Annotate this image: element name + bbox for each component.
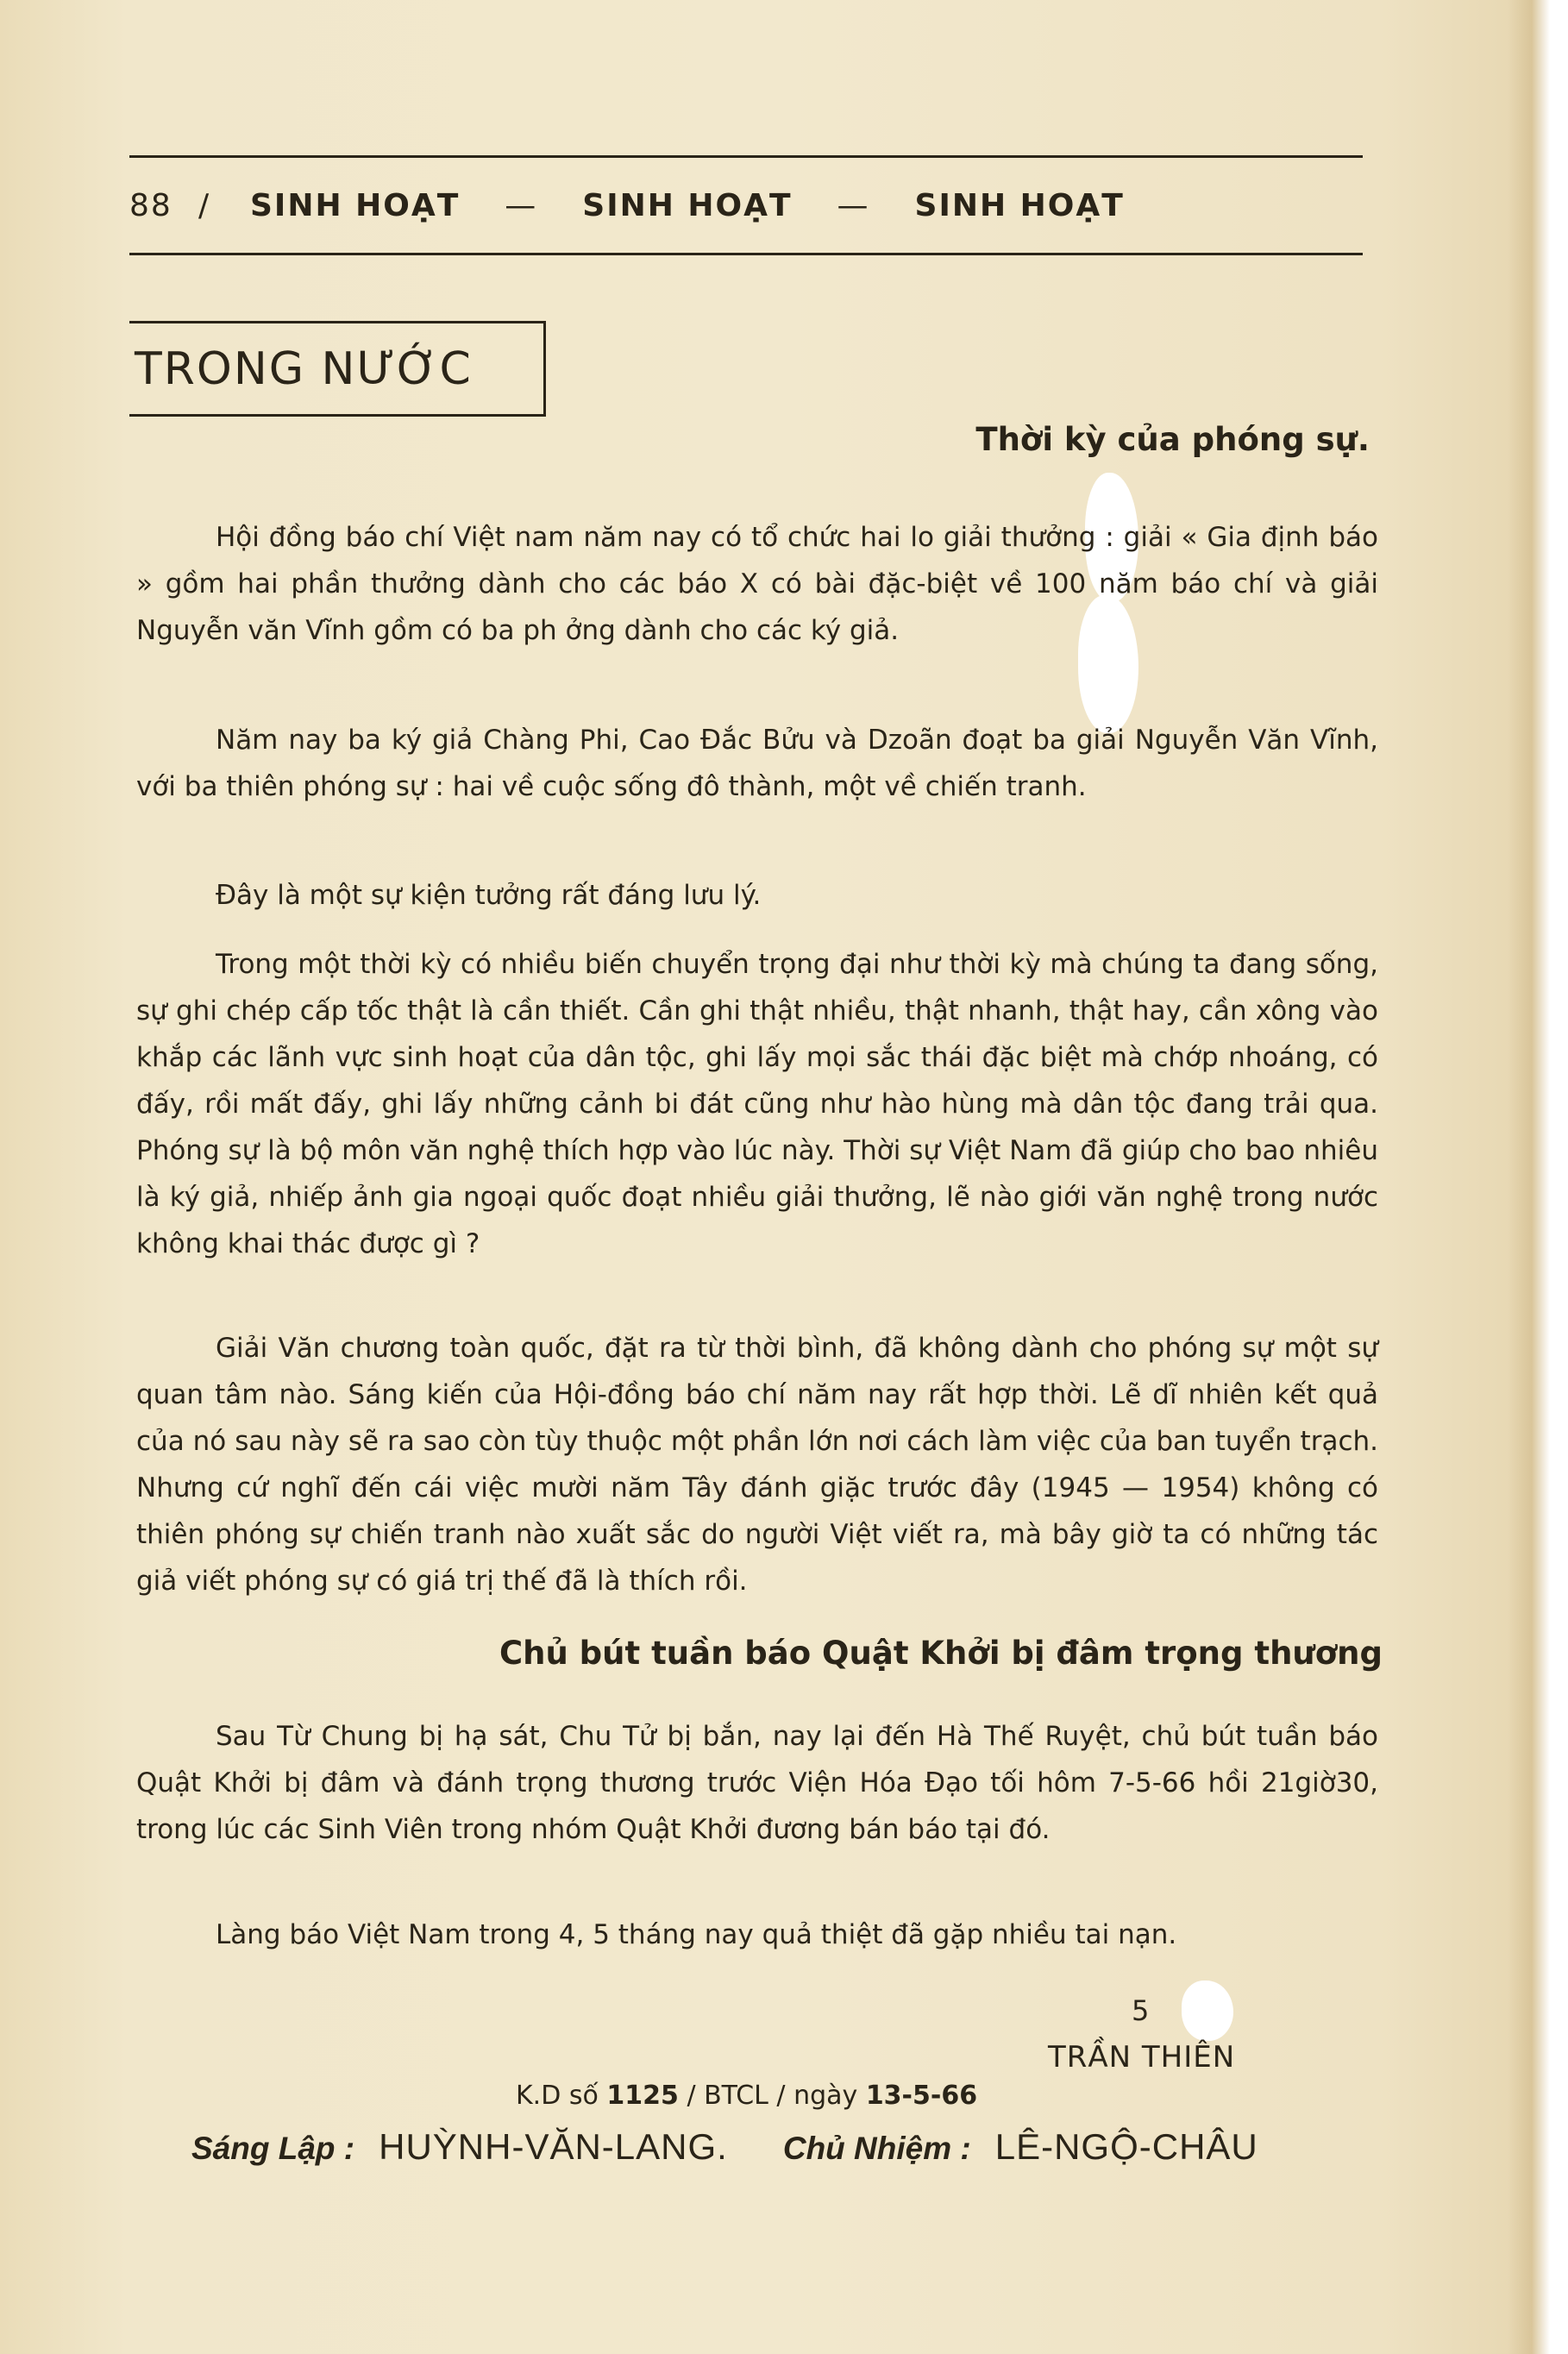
header-dash: —	[837, 187, 870, 223]
section-title: TRONG NƯỚC	[135, 342, 473, 395]
license-number: 1125	[606, 2081, 679, 2111]
license-date: 13-5-66	[865, 2081, 978, 2111]
founder-name: HUỲNH-VĂN-LANG.	[379, 2126, 728, 2167]
header-item: SINH HOẠT	[250, 187, 461, 223]
paragraph: Làng báo Việt Nam trong 4, 5 tháng nay quả thiệt đã gặp nhiều tai nạn.	[216, 1919, 1177, 1950]
section-heading-box	[129, 321, 546, 417]
paragraph: Sau Từ Chung bị hạ sát, Chu Tử bị bắn, nay lại đến Hà Thế Ruyệt, chủ bút tuần báo Quật Khởi bị đâm và đánh trọng thương trước Viện Hóa Đạo tối hôm 7-5-66 hồi 21giờ30, trong lúc các Sinh Viên trong nhóm Quật Khởi đương bán báo tại đó.	[136, 1721, 1378, 1845]
paragraph: Trong một thời kỳ có nhiều biến chuyển trọng đại như thời kỳ mà chúng ta đang sống, sự ghi chép cấp tốc thật là cần thiết. Cần ghi thật nhiều, thật nhanh, thật hay, cần xông vào khắp các lãnh vực sinh hoạt của dân tộc, ghi lấy mọi sắc thái đặc biệt mà chớp nhoáng, có đấy, rồi mất đấy, ghi lấy những cảnh bi đát cũng như hào hùng mà dân tộc đang trải qua. Phóng sự là bộ môn văn nghệ thích hợp vào lúc này. Thời sự Việt Nam đã giúp cho bao nhiêu là ký giả, nhiếp ảnh gia ngoại quốc đoạt nhiều giải thưởng, lẽ nào giới văn nghệ trong nước không khai thác được gì ?	[136, 949, 1378, 1259]
founder-label: Sáng Lập :	[191, 2131, 355, 2166]
license-mid: / BTCL / ngày	[687, 2081, 858, 2111]
paragraph: Hội đồng báo chí Việt nam năm nay có tổ chức hai lo giải thưởng : giải « Gia định báo » gồm hai phần thưởng dành cho các báo X có bài đặc-biệt về 100 năm báo chí và giải Nguyễn văn Vĩnh gồm có ba ph ởng dành cho các ký giả.	[136, 522, 1378, 646]
author-signature: TRẦN THIÊN	[1048, 2040, 1236, 2075]
page-number: 88	[129, 187, 172, 223]
header-item: SINH HOẠT	[914, 187, 1125, 223]
paragraph: Đây là một sự kiện tưởng rất đáng lưu lý.	[216, 880, 762, 911]
director-label: Chủ Nhiệm :	[782, 2131, 971, 2166]
header-separator: /	[198, 187, 211, 223]
director-name: LÊ-NGỘ-CHÂU	[994, 2126, 1258, 2167]
paragraph: Năm nay ba ký giả Chàng Phi, Cao Đắc Bửu và Dzoãn đoạt ba giải Nguyễn Văn Vĩnh, với ba thiên phóng sự : hai về cuộc sống đô thành, một về chiến tranh.	[136, 725, 1378, 802]
publication-license	[516, 2081, 977, 2111]
paragraph: Giải Văn chương toàn quốc, đặt ra từ thời bình, đã không dành cho phóng sự một sự quan tâm nào. Sáng kiến của Hội-đồng báo chí năm nay rất hợp thời. Lẽ dĩ nhiên kết quả của nó sau này sẽ ra sao còn tùy thuộc một phần lớn nơi cách làm việc của ban tuyển trạch. Nhưng cứ nghĩ đến cái việc mười năm Tây đánh giặc trước đây (1945 — 1954) không có thiên phóng sự chiến tranh nào xuất sắc do người Việt viết ra, mà bây giờ ta có những tác giả viết phóng sự có giá trị thế đã là thích rồi.	[136, 1333, 1378, 1597]
license-prefix: K.D số	[516, 2081, 599, 2111]
header-dash: —	[505, 187, 538, 223]
paper-hole	[1182, 1980, 1233, 2041]
running-header	[129, 155, 1363, 255]
torn-page-edge	[1508, 0, 1568, 2354]
article-title: Chủ bút tuần báo Quật Khởi bị đâm trọng thương	[499, 1635, 1383, 1672]
signature-number: 5	[1132, 1994, 1150, 2027]
masthead-credits	[191, 2126, 1399, 2168]
article-title: Thời kỳ của phóng sự.	[975, 421, 1370, 458]
header-item: SINH HOẠT	[582, 187, 793, 223]
